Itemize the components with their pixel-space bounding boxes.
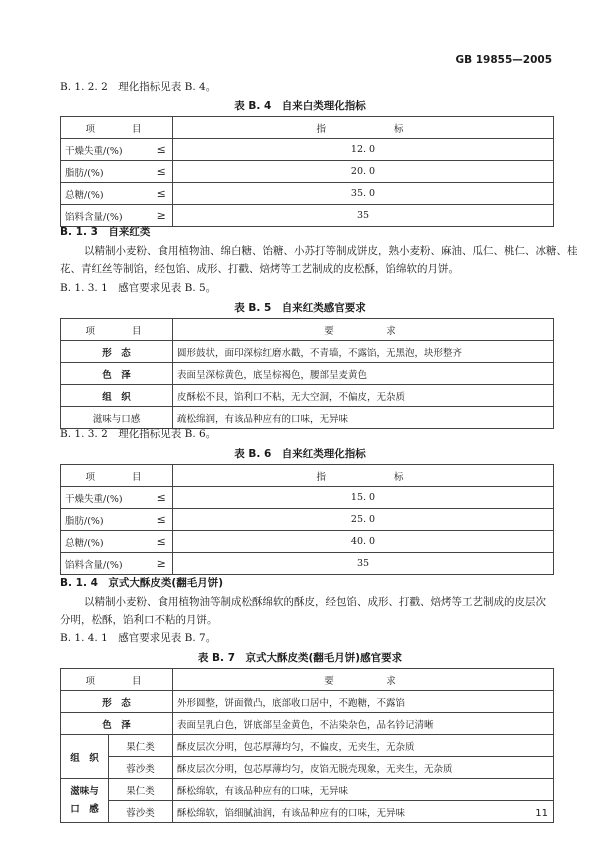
row-subitem: 蓉沙类 <box>109 801 173 823</box>
column-header-requirement: 要 求 <box>173 669 554 691</box>
table-b6-caption: 表 B. 6 自来红类理化指标 <box>234 448 366 460</box>
table-header-row <box>61 465 554 487</box>
table-row <box>61 801 554 823</box>
table-b7 <box>60 668 554 823</box>
row-item: 脂肪/(%) <box>61 161 151 183</box>
table-b4-caption: 表 B. 4 自来白类理化指标 <box>234 100 366 112</box>
row-requirement: 疏松绵润，有该品种应有的口味，无异味 <box>173 407 554 429</box>
row-item: 总糖/(%) <box>61 531 151 553</box>
row-group-item: 组 织 <box>61 735 109 779</box>
column-header-value: 指 标 <box>173 117 554 139</box>
column-header-item: 项 目 <box>61 319 173 341</box>
row-subitem: 蓉沙类 <box>109 757 173 779</box>
table-row <box>61 691 554 713</box>
row-item: 色 泽 <box>61 713 173 735</box>
table-row <box>61 363 554 385</box>
row-value: 35. 0 <box>173 183 554 205</box>
table-row <box>61 509 554 531</box>
row-symbol: ≤ <box>151 139 173 161</box>
table-b4 <box>60 116 554 227</box>
table-row <box>61 205 554 227</box>
table-row <box>61 385 554 407</box>
row-item: 干燥失重/(%) <box>61 139 151 161</box>
row-group-item-line2: 口 感 <box>70 803 99 815</box>
row-item: 滋味与口感 <box>61 407 173 429</box>
row-value: 12. 0 <box>173 139 554 161</box>
section-b13-title: B. 1. 3 自来红类 <box>60 226 151 238</box>
table-row <box>61 487 554 509</box>
row-item: 馅料含量/(%) <box>61 205 151 227</box>
table-row <box>61 531 554 553</box>
page-number: 11 <box>535 808 548 819</box>
table-row <box>61 713 554 735</box>
table-b6 <box>60 464 554 575</box>
row-symbol: ≤ <box>151 509 173 531</box>
column-header-value: 指 标 <box>173 465 554 487</box>
row-item: 形 态 <box>61 341 173 363</box>
section-b141: B. 1. 4. 1 感官要求见表 B. 7。 <box>60 632 217 644</box>
section-b14-para-line1: 以精制小麦粉、食用植物油等制成松酥绵软的酥皮，经包馅、成形、打戳、焙烤等工艺制成的皮层次 <box>84 596 546 608</box>
row-group-item-line1: 滋味与 <box>70 785 99 797</box>
row-requirement: 酥皮层次分明，包芯厚薄均匀，皮馅无脱壳现象，无夹生，无杂质 <box>173 757 554 779</box>
row-value: 20. 0 <box>173 161 554 183</box>
table-row <box>61 183 554 205</box>
table-header-row <box>61 669 554 691</box>
row-symbol: ≤ <box>151 531 173 553</box>
column-header-item: 项 目 <box>61 669 173 691</box>
row-group-item <box>61 779 109 823</box>
row-requirement: 酥松绵软，馅细腻油润，有该品种应有的口味，无异味 <box>173 801 554 823</box>
table-header-row <box>61 117 554 139</box>
table-row <box>61 779 554 801</box>
row-value: 40. 0 <box>173 531 554 553</box>
row-symbol: ≥ <box>151 205 173 227</box>
row-requirement: 酥松绵软，有该品种应有的口味，无异味 <box>173 779 554 801</box>
row-symbol: ≤ <box>151 183 173 205</box>
row-item: 脂肪/(%) <box>61 509 151 531</box>
row-symbol: ≥ <box>151 553 173 575</box>
row-item: 色 泽 <box>61 363 173 385</box>
row-value: 25. 0 <box>173 509 554 531</box>
table-b5-caption: 表 B. 5 自来红类感官要求 <box>234 302 366 314</box>
row-subitem: 果仁类 <box>109 735 173 757</box>
row-requirement: 酥皮层次分明，包芯厚薄均匀，不偏皮，无夹生，无杂质 <box>173 735 554 757</box>
table-row <box>61 161 554 183</box>
section-b14-title: B. 1. 4 京式大酥皮类(翻毛月饼) <box>60 577 224 589</box>
column-header-item: 项 目 <box>61 465 173 487</box>
row-item: 组 织 <box>61 385 173 407</box>
row-item: 总糖/(%) <box>61 183 151 205</box>
section-b122: B. 1. 2. 2 理化指标见表 B. 4。 <box>60 81 217 93</box>
column-header-requirement: 要 求 <box>173 319 554 341</box>
table-row <box>61 139 554 161</box>
standard-number: GB 19855—2005 <box>455 54 552 66</box>
table-row <box>61 757 554 779</box>
row-subitem: 果仁类 <box>109 779 173 801</box>
row-value: 35 <box>173 553 554 575</box>
row-requirement: 外形圆整，饼面微凸，底部收口居中，不跑糖，不露馅 <box>173 691 554 713</box>
row-requirement: 表面呈深棕黄色，底呈棕褐色，腰部呈麦黄色 <box>173 363 554 385</box>
table-row <box>61 407 554 429</box>
table-b5 <box>60 318 554 429</box>
row-requirement: 皮酥松不艮，馅利口不粘，无大空洞，不偏皮，无杂质 <box>173 385 554 407</box>
row-symbol: ≤ <box>151 487 173 509</box>
row-item: 干燥失重/(%) <box>61 487 151 509</box>
row-value: 35 <box>173 205 554 227</box>
section-b13-para-line2: 花、青红丝等制馅，经包馅、成形、打戳、焙烤等工艺制成的皮松酥，馅绵软的月饼。 <box>60 263 459 275</box>
section-b132: B. 1. 3. 2 理化指标见表 B. 6。 <box>60 428 217 440</box>
row-item: 形 态 <box>61 691 173 713</box>
row-requirement: 圆形鼓状，面印深棕红磨水戳，不青墙，不露馅，无黑泡，块形整齐 <box>173 341 554 363</box>
table-row <box>61 553 554 575</box>
column-header-item: 项 目 <box>61 117 173 139</box>
row-value: 15. 0 <box>173 487 554 509</box>
section-b13-para-line1: 以精制小麦粉、食用植物油、绵白糖、饴糖、小苏打等制成饼皮，熟小麦粉、麻油、瓜仁、桃仁、冰糖、桂 <box>84 245 578 257</box>
section-b14-para-line2: 分明，松酥，馅利口不粘的月饼。 <box>60 614 218 626</box>
table-row <box>61 341 554 363</box>
table-b7-caption: 表 B. 7 京式大酥皮类(翻毛月饼)感官要求 <box>197 652 403 664</box>
table-header-row <box>61 319 554 341</box>
row-item: 馅料含量/(%) <box>61 553 151 575</box>
section-b131: B. 1. 3. 1 感官要求见表 B. 5。 <box>60 282 217 294</box>
row-requirement: 表面呈乳白色，饼底部呈金黄色，不沾染杂色，品名钤记清晰 <box>173 713 554 735</box>
table-row <box>61 735 554 757</box>
row-symbol: ≤ <box>151 161 173 183</box>
